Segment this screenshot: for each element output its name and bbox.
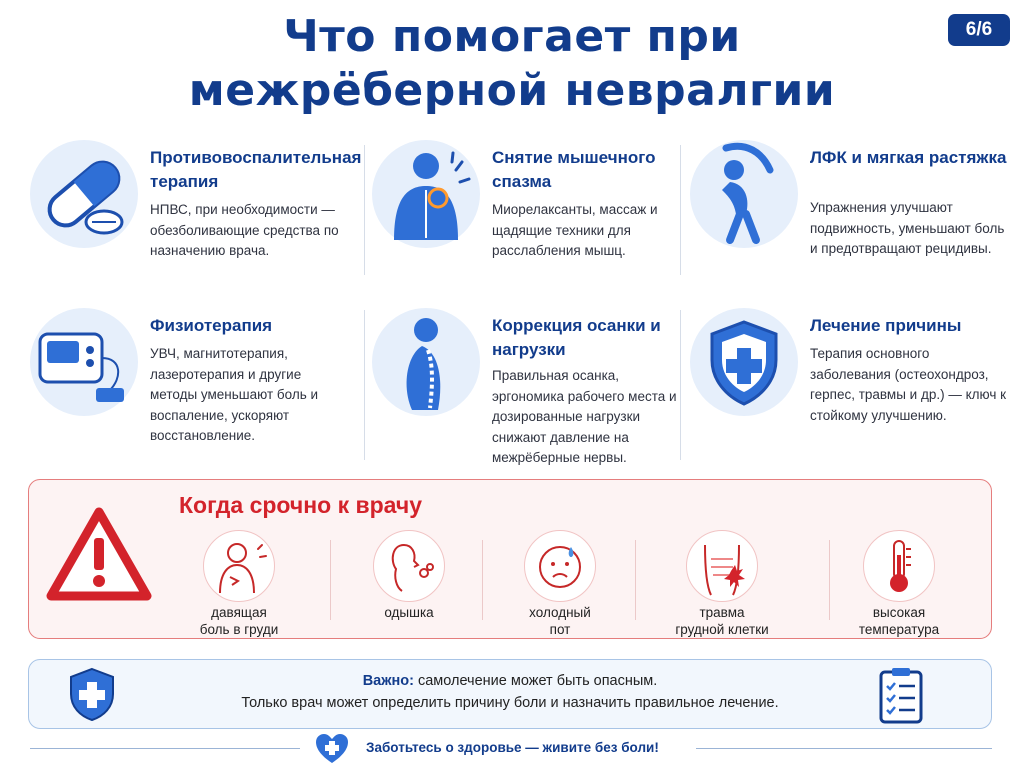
card-title: Коррекция осанки и нагрузки [492,316,661,359]
card-title: ЛФК и мягкая растяжка [810,148,1007,167]
card-posture-correction [372,308,692,465]
warning-icon [43,504,155,604]
page-indicator: 6/6 [948,14,1010,46]
symptom-item [834,530,964,638]
note-line-1-text: самолечение может быть опасным. [413,673,658,689]
divider [364,145,365,275]
card-anti-inflammatory [30,140,362,290]
title-line-2: межрёберной невралгии [188,65,836,116]
shield-cross-icon [690,308,798,416]
symptom-label: холодный пот [529,605,591,637]
card-title: Снятие мышечного спазма [492,148,656,191]
note-line-2: Только врач может определить причину боли и назначить правильное лечение. [241,695,779,711]
symptom-item [657,530,787,638]
divider [330,540,331,620]
note-line-1 [29,673,991,689]
symptom-label: травма грудной клетки [675,605,769,637]
pills-icon [30,140,138,248]
chest-injury-icon [686,530,758,602]
urgent-section [28,479,992,639]
card-muscle-spasm [372,140,692,290]
important-note [28,659,992,729]
footer-line [30,748,300,749]
symptom-item [495,530,625,638]
symptom-label: давящая боль в груди [199,605,279,637]
card-text: УВЧ, магнитотерапия, лазеротерапия и другие методы уменьшают боль и воспаление, ускоряют восстановление. [150,346,319,443]
breathing-icon [373,530,445,602]
card-title: Лечение причины [810,316,962,335]
divider [680,310,681,460]
card-title: Противовоспалительная терапия [150,148,362,191]
card-text: НПВС, при необходимости — обезболивающие средства по назначению врача. [150,202,339,258]
divider [635,540,636,620]
card-physiotherapy [30,308,350,458]
footer-slogan: Заботьтесь о здоровье — живите без боли! [366,740,659,755]
cold-sweat-icon [524,530,596,602]
card-text: Миорелаксанты, массаж и щадящие техники для расслабления мышц. [492,202,658,258]
card-title: Физиотерапия [150,316,273,335]
card-treat-cause [690,308,1010,458]
divider [364,310,365,460]
footer-line [696,748,992,749]
symptom-item [174,530,304,638]
symptom-item [344,530,474,621]
heart-cross-icon [314,733,350,765]
card-text: Терапия основного заболевания (остеохондроз, герпес, травмы и др.) — ключ к стойкому улучшению. [810,346,1007,423]
page-title [0,10,1024,118]
card-text: Правильная осанка, эргономика рабочего места и дозированные нагрузки снижают давление на межрёберные нервы. [492,368,677,465]
stretching-person-icon [690,140,798,248]
chest-pain-icon [203,530,275,602]
physio-device-icon [30,308,138,416]
title-line-1: Что помогает при [283,11,741,62]
divider [482,540,483,620]
symptom-label: одышка [384,605,434,620]
divider [829,540,830,620]
back-spasm-icon [372,140,480,248]
thermometer-icon [863,530,935,602]
spine-posture-icon [372,308,480,416]
card-text: Упражнения улучшают подвижность, уменьшают боль и предотвращают рецидивы. [810,200,1005,256]
note-bold: Важно: [362,673,414,689]
checklist-icon [877,666,925,724]
card-exercise-therapy [690,140,1010,290]
urgent-title: Когда срочно к врачу [179,492,423,518]
symptom-label: высокая температура [858,605,940,637]
divider [680,145,681,275]
